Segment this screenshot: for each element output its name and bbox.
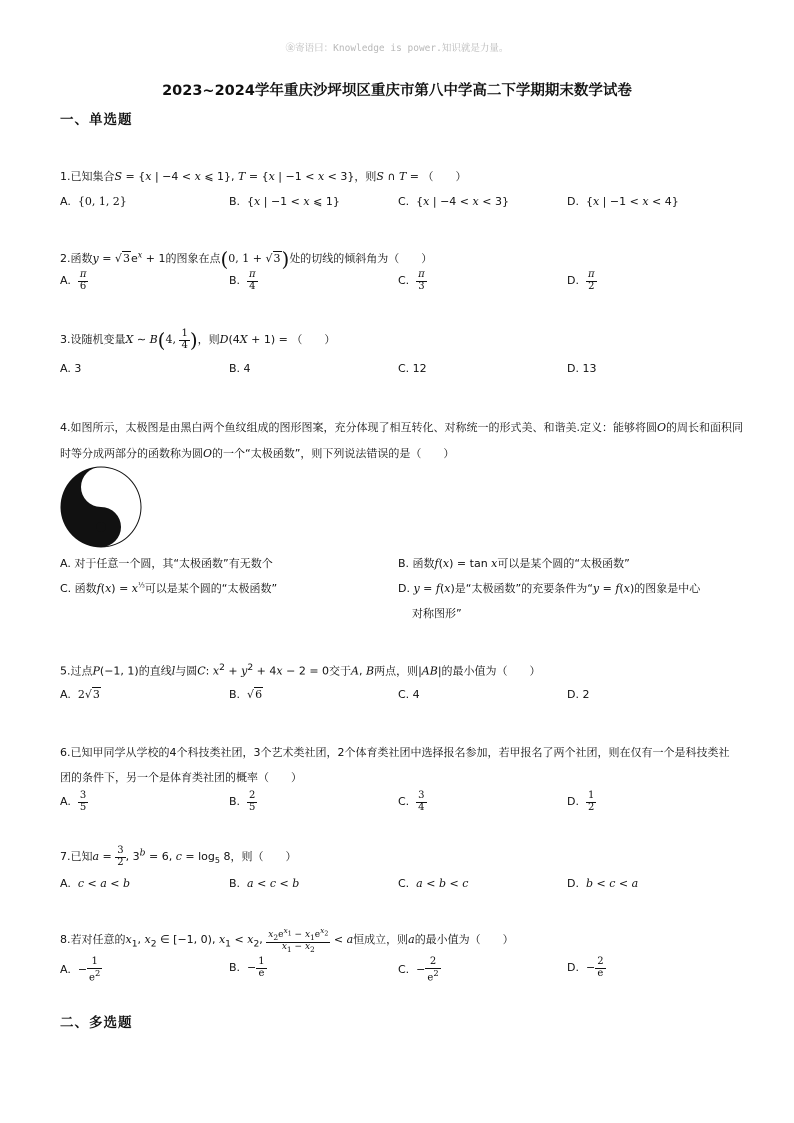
page-title: 2023~2024学年重庆沙坪坝区重庆市第八中学高二下学期期末数学试卷 (162, 83, 632, 99)
watermark-text: ㊎寄语曰：Knowledge is power.知识就是力量。 (285, 43, 509, 54)
q3-option-b[interactable]: B. 4 (229, 362, 251, 375)
q6-option-c[interactable]: C. $\frac{3}{4}$ (398, 790, 425, 813)
taiji-diagram (59, 465, 143, 549)
question-4-line-2: 时等分成两部分的函数称为圆O的一个“太极函数”，则下列说法错误的是（ ） (60, 447, 455, 460)
q1-post: （ ） (422, 170, 467, 183)
q3-post: （ ） (291, 333, 336, 346)
q4-line2b-text: 的一个“太极函数”，则下列说法错误的是（ ） (212, 447, 455, 460)
question-6-line-1: 6.已知甲同学从学校的4个科技类社团，3个艺术类社团，2个体育类社团中选择报名参加，若甲报名了两个社团，则在仅有一个是科技类社 (60, 746, 730, 759)
q8-option-a[interactable]: A. − $\frac{1}{e^2}$ (60, 956, 101, 983)
q6-option-d[interactable]: D. $\frac{1}{2}$ (567, 790, 595, 813)
q7-option-a[interactable]: A. c < a < b (60, 877, 131, 890)
q3-option-a[interactable]: A. 3 (60, 362, 82, 375)
question-8: 8.若对任意的$x_1$, $x_2$ ∈ [−1, 0), $x_1 < x_2$, $\frac{x_2e^{x_1} - x_1e^{x_2}}{x_1 - x_2}$ < a恒成立，则a的最小值为（ ） (60, 926, 514, 954)
q5-option-c[interactable]: C. 4 (398, 688, 420, 701)
q5-post: 的最小值为（ ） (441, 664, 541, 678)
section-single-choice: 一、单选题 (60, 112, 133, 128)
q2-post: 处的切线的倾斜角为（ ） (289, 252, 433, 265)
q8-post: 的最小值为（ ） (414, 933, 514, 947)
q5-mid3: 交于 (329, 664, 352, 678)
question-4-line-1: 4.如图所示，太极图是由黑白两个鱼纹组成的图形图案，充分体现了相互转化、对称统一的形式美、和谐美.定义：能够将圆O的周长和面积同 (60, 421, 744, 434)
q6-option-b[interactable]: B. $\frac{2}{5}$ (229, 790, 256, 813)
q3-option-c[interactable]: C. 12 (398, 362, 427, 375)
q3-pre: 3.设随机变量 (60, 333, 126, 346)
q4-d-mid: 是“太极函数”的充要条件为“ (454, 582, 593, 595)
section-multiple-choice: 二、多选题 (60, 1015, 133, 1031)
q3-option-d[interactable]: D. 13 (567, 362, 597, 375)
q4-b-post: 可以是某个圆的“太极函数” (497, 557, 630, 570)
q1-option-a[interactable]: A. {0, 1, 2} (60, 195, 127, 208)
q7-pre: 7.已知 (60, 850, 93, 863)
q2-option-d[interactable]: D. $\frac{\pi}{2}$ (567, 269, 595, 292)
q5-option-a[interactable]: A. 2√3 (60, 688, 100, 701)
q7-option-d[interactable]: D. b < c < a (567, 877, 639, 890)
q2-pre: 2.函数 (60, 252, 93, 265)
q4-line2-text: 时等分成两部分的函数称为圆 (60, 447, 203, 460)
q1-option-c[interactable]: C. {x | −4 < x < 3} (398, 195, 509, 208)
q4-option-d[interactable]: D. y = f(x)是“太极函数”的充要条件为“y = f(x)的图象是中心 (398, 582, 701, 595)
q5-mid1: 的直线 (138, 664, 172, 678)
q4-c-pre: C. 函数 (60, 582, 97, 595)
q5-mid2: 与圆 (175, 664, 198, 678)
q4-d-pre: D. (398, 582, 410, 595)
q5-mid4: 两点，则 (374, 664, 419, 678)
q2-option-a[interactable]: A. $\frac{\pi}{6}$ (60, 269, 87, 292)
q2-option-b[interactable]: B. $\frac{\pi}{4}$ (229, 269, 256, 292)
q4-c-post: 可以是某个圆的“太极函数” (144, 582, 278, 595)
q8-mid: 恒成立，则 (353, 933, 409, 947)
q6-option-a[interactable]: A. $\frac{3}{5}$ (60, 790, 87, 813)
q8-option-d[interactable]: D. − $\frac{2}{e}$ (567, 956, 604, 979)
q4-option-b[interactable]: B. 函数f(x) = tan x可以是某个圆的“太极函数” (398, 557, 630, 570)
q8-option-c[interactable]: C. − $\frac{2}{e^2}$ (398, 956, 439, 983)
q4-option-a[interactable]: A. 对于任意一个圆，其“太极函数”有无数个 (60, 557, 273, 570)
question-6-line-2: 团的条件下，另一个是体育类社团的概率（ ） (60, 771, 302, 784)
q1-option-b[interactable]: B. {x | −1 < x ⩽ 1} (229, 195, 340, 208)
q4-option-d-cont: 对称图形” (412, 607, 462, 620)
question-1: 1.已知集合S = {x | −4 < x ⩽ 1}, T = {x | −1 < x < 3}，则S ∩ T = （ ） (60, 170, 467, 183)
q4-line1b-text: 的周长和面积同 (666, 421, 744, 434)
q7-post: ，则（ ） (230, 850, 297, 863)
q4-option-c[interactable]: C. 函数$f(x) = x^{\frac{1}{3}}$可以是某个圆的“太极函数” (60, 581, 278, 595)
q3-mid: ，则 (197, 333, 220, 346)
q2-option-c[interactable]: C. $\frac{\pi}{3}$ (398, 269, 425, 292)
question-3: 3.设随机变量X ∼ B(4, $\frac{1}{4}$ )，则D(4X + 1) = （ ） (60, 328, 336, 352)
q8-option-b[interactable]: B. − $\frac{1}{e}$ (229, 956, 265, 979)
q1-pre: 1.已知集合 (60, 170, 115, 183)
q1-option-d[interactable]: D. {x | −1 < x < 4} (567, 195, 679, 208)
q7-option-b[interactable]: B. a < c < b (229, 877, 300, 890)
q4-line1-text: 4.如图所示，太极图是由黑白两个鱼纹组成的图形图案，充分体现了相互转化、对称统一的形式美、和谐美.定义：能够将圆 (60, 421, 657, 434)
q1-mid: ，则 (354, 170, 377, 183)
q4-b-pre: B. 函数 (398, 557, 435, 570)
question-2: 2.函数$y = √3e^x + 1$的图象在点(0, 1 + √3)处的切线的倾斜角为（ ） (60, 247, 433, 271)
q7-option-c[interactable]: C. a < b < c (398, 877, 469, 890)
q5-option-d[interactable]: D. 2 (567, 688, 590, 701)
question-7: 7.已知a = $\frac{3}{2}$ , $3^b = 6$, $c = \log_5 8$，则（ ） (60, 845, 297, 868)
q5-pre: 5.过点 (60, 664, 93, 678)
q5-option-b[interactable]: B. √6 (229, 688, 263, 701)
q8-pre: 8.若对任意的 (60, 933, 126, 947)
question-5: 5.过点P(−1, 1)的直线l与圆C: $x^2 + y^2 + 4x - 2 = 0$交于A, B两点，则|AB|的最小值为（ ） (60, 662, 541, 678)
q4-d-post: 的图象是中心 (634, 582, 701, 595)
q2-mid: 的图象在点 (165, 252, 221, 265)
